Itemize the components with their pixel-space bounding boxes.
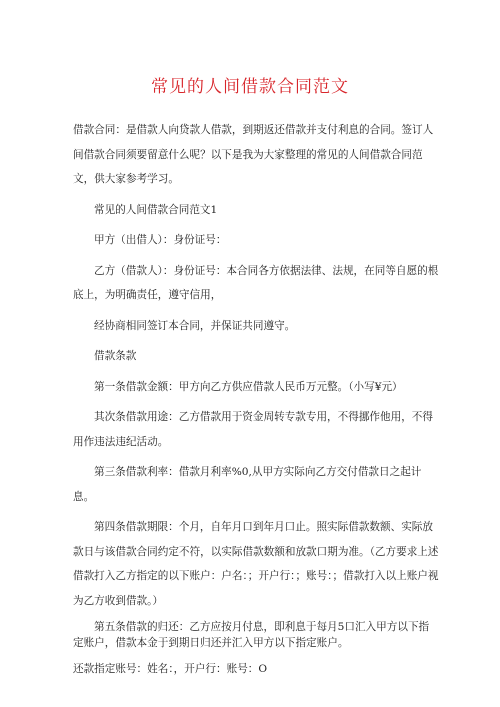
intro-paragraph: 借款合同：是借款人向贷款人借款，到期返还借款并支付利息的合同。签订人间借款合同须要留意什么呢？以下是我为大家整理的常见的人间借款合同范文，供大家参考学习。 — [73, 124, 434, 185]
document-body — [73, 118, 439, 682]
party-a-line: 甲方（出借人）：身份证号： — [94, 234, 227, 246]
document-title: 常见的人间借款合同范文 — [151, 77, 349, 97]
clause-5: 第五条借款的归还：乙方应按月付息，即利息于每月5口汇入甲方以下指定账户，借款本金于到期日归还并汇入甲方以下指定账户。 — [73, 621, 430, 649]
clause-4: 第四条借款期限：个月，自年月口到年月口止。照实际借款数额、实际放款日与该借款合同约定不符，以实际借款数额和放款口期为准。（乙方要求上述借款打入乙方指定的以下账户：户名：；开户行：；账号：；借款打入以上账户视为乙方收到借款。） — [73, 521, 439, 607]
party-b-line: 乙方（借款人）：身份证号：本合同各方依据法律、法规，在同等自愿的根底上，为明确责任，遵守信用， — [73, 264, 439, 301]
section-heading-terms: 借款条款 — [94, 350, 137, 362]
section-heading-sample-1: 常见的人间借款合同范文1 — [94, 203, 218, 216]
repayment-account-line: 还款指定账号：姓名：，开户行：账号：O — [73, 663, 268, 675]
agreement-line: 经协商相同签订本合同，并保证共同遵守。 — [94, 319, 296, 332]
clause-1: 第一条借款金额：甲方向乙方供应借款人民币万元整。（小写¥元） — [94, 380, 403, 393]
clause-2: 其次条借款用途：乙方借款用于资金周转专款专用，不得挪作他用，不得用作违法违纪活动。 — [73, 411, 433, 448]
clause-3: 第三条借款利率：借款月利率%0,从甲方实际向乙方交付借款日之起计息。 — [73, 466, 422, 503]
